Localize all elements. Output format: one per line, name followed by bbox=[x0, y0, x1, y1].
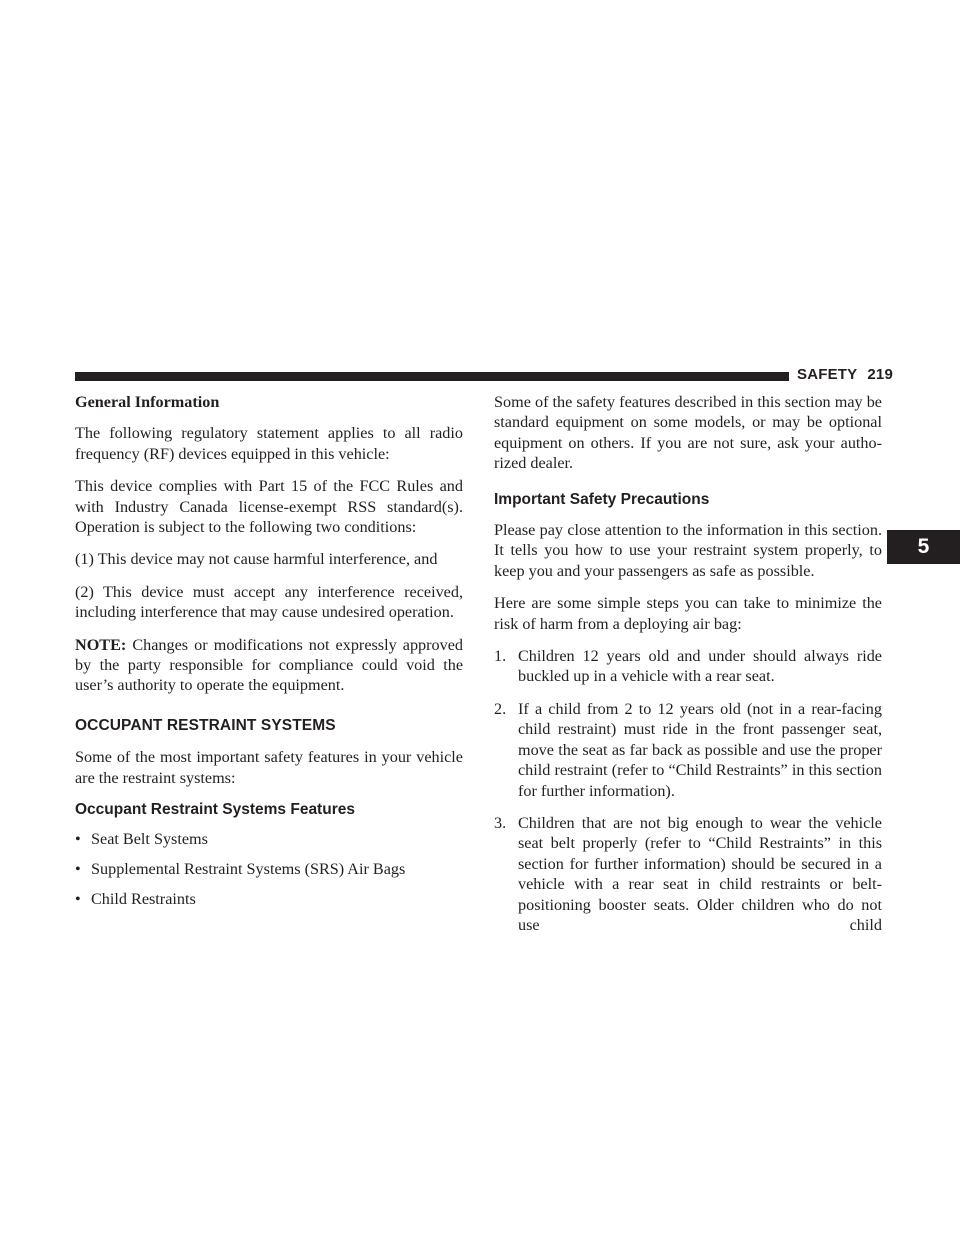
list-item bbox=[75, 859, 463, 879]
step-text: Children 12 years old and under should always ride buckled up in a vehicle with a rear seat. bbox=[518, 647, 882, 686]
step-number: 1. bbox=[494, 647, 507, 666]
right-intro: Some of the safety features described in this section may be standard equipment on some models, or may be optional equipment on others. If you are not sure, ask your autho-rized dealer. bbox=[494, 393, 882, 473]
list-item bbox=[494, 813, 882, 935]
right-column bbox=[494, 392, 882, 947]
bullet-icon: • bbox=[75, 829, 81, 848]
section-title: SAFETY bbox=[797, 366, 858, 383]
section-heading: OCCUPANT RESTRAINT SYSTEMS bbox=[75, 716, 336, 734]
list-item bbox=[494, 646, 882, 687]
page-number: 219 bbox=[867, 366, 894, 383]
list-item bbox=[75, 829, 463, 849]
precautions-heading: Important Safety Precautions bbox=[494, 490, 710, 508]
running-head bbox=[797, 366, 894, 383]
section-intro: Some of the most important safety features in your vehicle are the restraint systems: bbox=[75, 748, 463, 787]
note-text: Changes or modifications not expressly approved by the party responsible for compliance could void the user’s authority to operate the equipment. bbox=[75, 635, 463, 695]
step-text: If a child from 2 to 12 years old (not in a rear-facing child restraint) must ride in the front passenger seat, move the seat as far back as possible and use the proper child restraint (refer to “Child Restraints” in this section for further information). bbox=[518, 699, 882, 800]
precautions-intro: Please pay close attention to the information in this section. It tells you how to use your restraint system properly, to keep you and your passengers as safe as possible. bbox=[494, 521, 882, 580]
features-heading: Occupant Restraint Systems Features bbox=[75, 801, 355, 819]
feature-label: Supplemental Restraint Systems (SRS) Air Bags bbox=[91, 859, 406, 878]
list-item bbox=[75, 889, 463, 909]
header-rule bbox=[75, 372, 789, 381]
left-column bbox=[75, 392, 463, 920]
bullet-icon: • bbox=[75, 859, 81, 878]
condition-1: (1) This device may not cause harmful interference, and bbox=[75, 550, 438, 569]
regulatory-intro: The following regulatory statement applies to all radio frequency (RF) devices equipped in this vehicle: bbox=[75, 424, 463, 463]
note-label: NOTE: bbox=[75, 635, 127, 654]
general-info-heading: General Information bbox=[75, 393, 220, 411]
note-paragraph bbox=[75, 635, 463, 696]
features-list bbox=[75, 829, 463, 910]
step-number: 3. bbox=[494, 813, 507, 832]
list-item bbox=[494, 699, 882, 801]
fcc-statement: This device complies with Part 15 of the FCC Rules and with Industry Canada license-exempt RSS standard(s). Operation is subject to the following two conditions: bbox=[75, 477, 463, 537]
condition-2: (2) This device must accept any interference received, including interference that may cause undesired operation. bbox=[75, 582, 463, 622]
steps-intro: Here are some simple steps you can take to minimize the risk of harm from a deploying air bag: bbox=[494, 594, 882, 633]
step-text: Children that are not big enough to wear the vehicle seat belt properly (refer to “Child Restraints” in this section for further information) should be secured in a vehicle with a rear seat in child restraints or belt-positioning booster seats. Older children who do not use child bbox=[518, 813, 882, 934]
steps-list bbox=[494, 646, 882, 935]
feature-label: Child Restraints bbox=[91, 890, 196, 909]
chapter-tab: 5 bbox=[887, 530, 960, 564]
feature-label: Seat Belt Systems bbox=[91, 829, 208, 848]
bullet-icon: • bbox=[75, 890, 81, 909]
step-number: 2. bbox=[494, 699, 507, 718]
